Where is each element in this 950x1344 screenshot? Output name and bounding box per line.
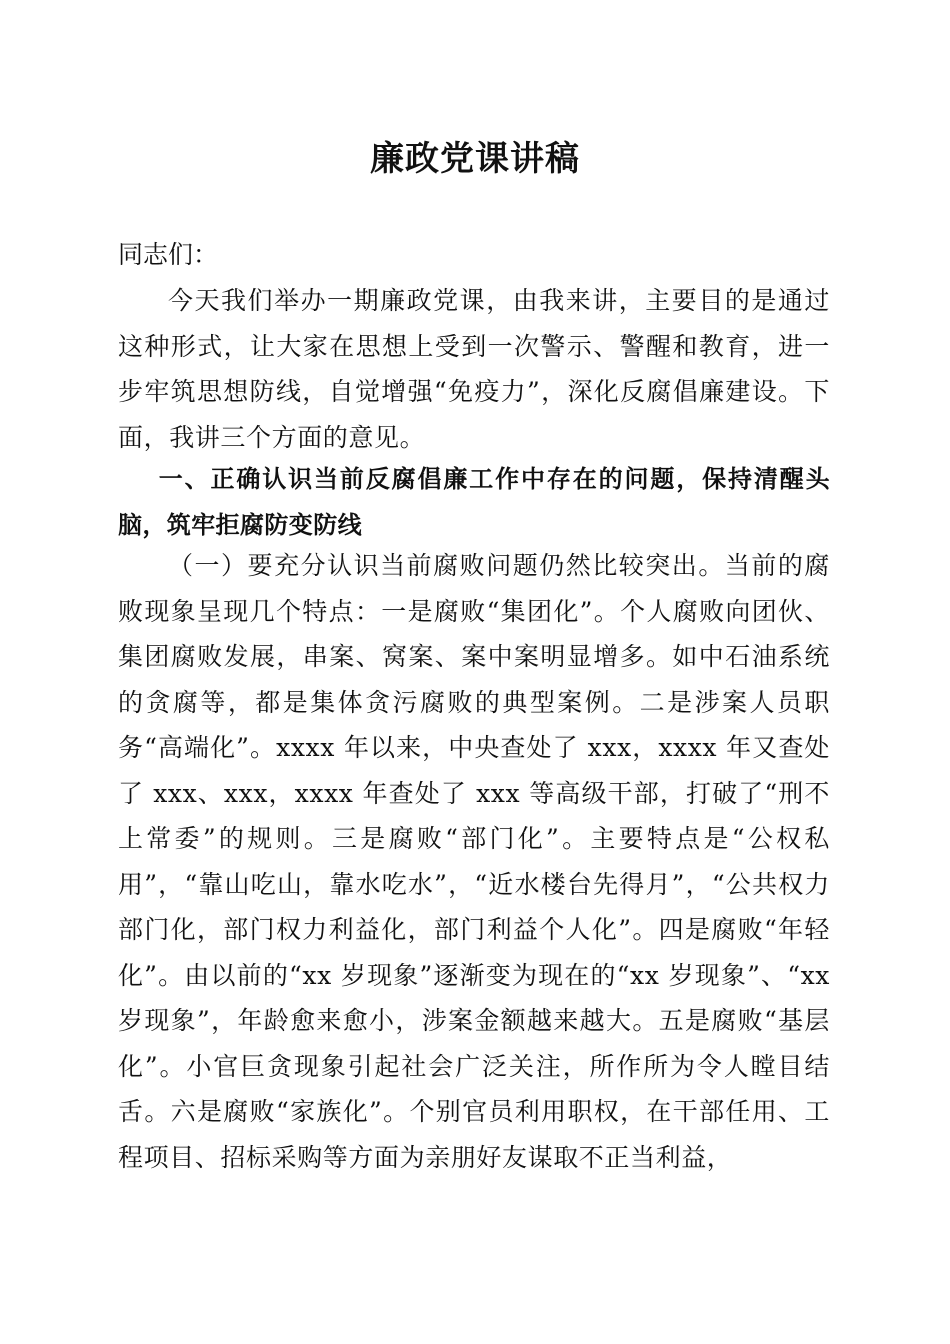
subsection-paragraph: （一）要充分认识当前腐败问题仍然比较突出。当前的腐败现象呈现几个特点：一是腐败“集团化”。个人腐败向团伙、集团腐败发展，串案、窝案、案中案明显增多。如中石油系统的贪腐等，都是集体贪污腐败的典型案例。二是涉案人员职务“高端化”。xxxx 年以来，中央查处了 xxx，xxxx 年又查处了 xxx、xxx，xxxx 年查处了 xxx 等高级干部，打破了“刑不上常委”的规则。三是腐败“部门化”。主要特点是“公权私用”，“靠山吃山，靠水吃水”，“近水楼台先得月”，“公共权力部门化，部门权力利益化，部门利益个人化”。四是腐败“年轻化”。由以前的“xx 岁现象”逐渐变为现在的“xx 岁现象”、“xx 岁现象”，年龄愈来愈小，涉案金额越来越大。五是腐败“基层化”。小官巨贪现象引起社会广泛关注，所作所为令人瞠目结舌。六是腐败“家族化”。个别官员利用职权，在干部任用、工程项目、招标采购等方面为亲朋好友谋取不正当利益，: [118, 551, 830, 1172]
document-title: 廉政党课讲稿: [370, 139, 580, 179]
section-heading: 一、正确认识当前反腐倡廉工作中存在的问题，保持清醒头脑，筑牢拒腐防变防线: [118, 465, 830, 539]
salutation: 同志们：: [118, 240, 219, 269]
intro-paragraph: 今天我们举办一期廉政党课，由我来讲，主要目的是通过这种形式，让大家在思想上受到一次警示、警醒和教育，进一步牢筑思想防线，自觉增强“免疫力”，深化反腐倡廉建设。下面，我讲三个方面的意见。: [118, 286, 830, 452]
